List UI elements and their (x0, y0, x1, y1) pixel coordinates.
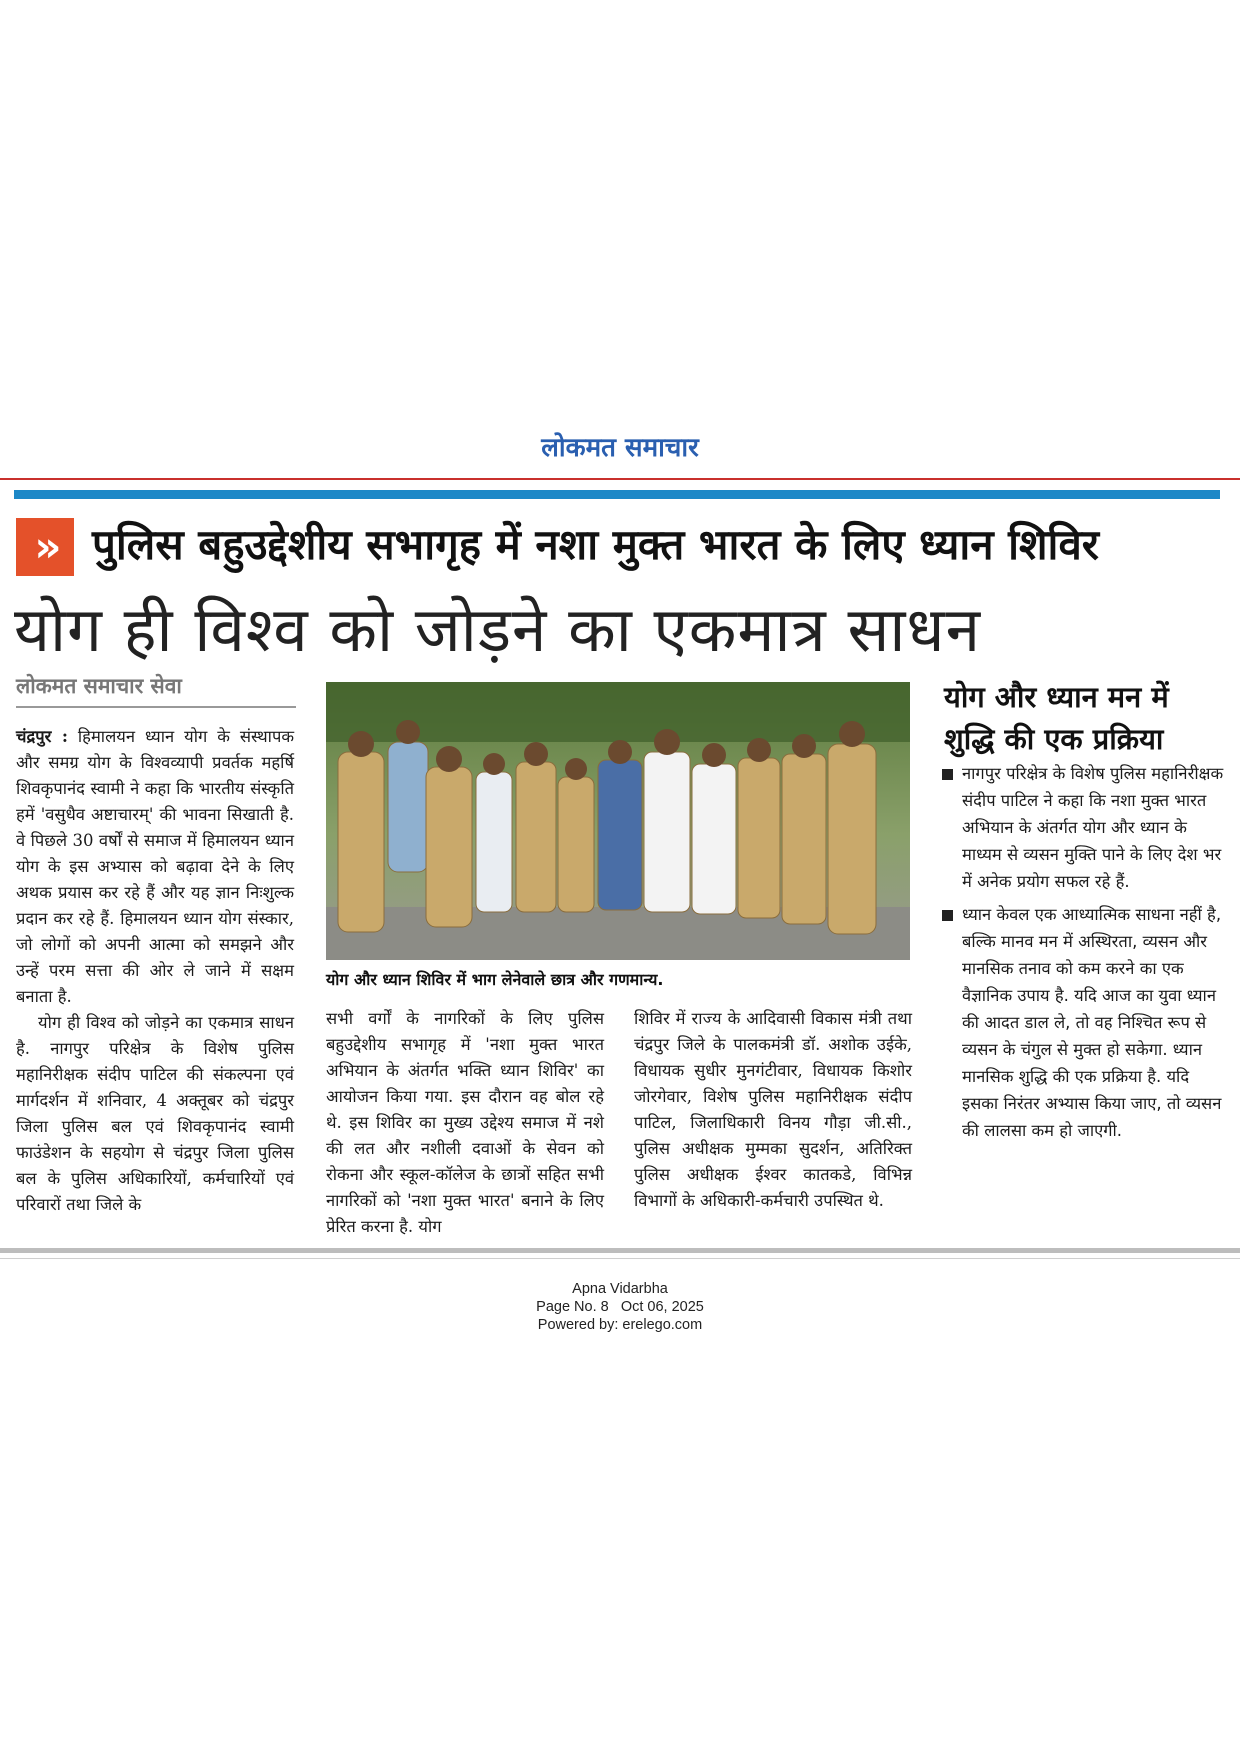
dateline: चंद्रपुर : (16, 727, 68, 746)
byline: लोकमत समाचार सेवा (16, 672, 296, 708)
header-rule (14, 490, 1220, 499)
footer-rule (0, 1248, 1240, 1253)
square-bullet-icon (942, 910, 953, 921)
page-footer (0, 1280, 1240, 1334)
article-column-2 (326, 1006, 604, 1240)
headline-kicker: पुलिस बहुउद्देशीय सभागृह में नशा मुक्त भारत के लिए ध्यान शिविर (92, 520, 1099, 569)
square-bullet-icon (942, 769, 953, 780)
footer-rule-thin (0, 1258, 1240, 1259)
column-1-paragraph-2: योग ही विश्व को जोड़ने का एकमात्र साधन है. नागपुर परिक्षेत्र के विशेष पुलिस महानिरीक्षक संदीप पाटिल की संकल्पना एवं मार्गदर्शन में शनिवार, 4 अक्तूबर को चंद्रपुर जिला पुलिस बल एवं शिवकृपानंद स्वामी फाउंडेशन के सहयोग से चंद्रपुर जिला पुलिस बल के पुलिस अधिकारियों, कर्मचारियों एवं परिवारों तथा जिले के (16, 1013, 294, 1214)
sidebar-points (940, 760, 1226, 1150)
column-3-text: शिविर में राज्य के आदिवासी विकास मंत्री तथा चंद्रपुर जिले के पालकमंत्री डॉ. अशोक उईके, विधायक सुधीर मुनगंटीवार, विधायक किशोर जोरगेवार, विशेष पुलिस महानिरीक्षक संदीप पाटिल, जिलाधिकारी विनय गौड़ा जी.सी., पुलिस अधीक्षक मुम्मका सुदर्शन, अतिरिक्त पुलिस अधीक्षक ईश्वर कातकडे, विभिन्न विभागों के अधिकारी-कर्मचारी उपस्थित थे. (634, 1009, 912, 1210)
sidebar-point (940, 901, 1226, 1144)
article-column-3 (634, 1006, 912, 1214)
masthead-logo: लोकमत समाचार (541, 433, 699, 463)
headline-main: योग ही विश्व को जोड़ने का एकमात्र साधन (14, 593, 981, 666)
double-chevron-icon: » (16, 518, 74, 576)
sidebar-point (940, 760, 1226, 895)
column-1-paragraph-1: हिमालयन ध्यान योग के संस्थापक और समग्र योग के विश्वव्यापी प्रवर्तक महर्षि शिवकृपानंद स्वामी ने कहा कि भारतीय संस्कृति हमें 'वसुधैव अष्टाचारम्' की भावना सिखाती है. वे पिछले 30 वर्षों से समाज में हिमालयन ध्यान योग के इस अभ्यास को बढ़ावा देने के लिए अथक प्रयास कर रहे हैं और यह ज्ञान निःशुल्क प्रदान कर रहे हैं. हिमालयन ध्यान योग संस्कार, जो लोगों को अपनी आत्मा को समझने और उन्हें परम सत्ता की ओर ले जाने में सक्षम बनाता है. (16, 727, 294, 1006)
sidebar-point-text: ध्यान केवल एक आध्यात्मिक साधना नहीं है, बल्कि मानव मन में अस्थिरता, व्यसन और मानसिक तनाव को कम करने का एक वैज्ञानिक उपाय है. यदि आज का युवा ध्यान की आदत डाल ले, तो वह निश्चित रूप से व्यसन के चंगुल से मुक्त हो सकेगा. ध्यान मानसिक शुद्धि की एक प्रक्रिया है. यदि इसका निरंतर अभ्यास किया जाए, तो व्यसन की लालसा कम हो जाएगी. (962, 905, 1222, 1140)
footer-date: Oct 06, 2025 (620, 1299, 704, 1315)
column-2-text: सभी वर्गों के नागरिकों के लिए पुलिस बहुउद्देशीय सभागृह में 'नशा मुक्त भारत अभियान के अंतर्गत भक्ति ध्यान शिविर' का आयोजन किया गया. इस दौरान वह बोल रहे थे. इस शिविर का मुख्य उद्देश्य समाज में नशे की लत और नशीली दवाओं के सेवन को रोकना और स्कूल-कॉलेज के छात्रों सहित सभी नागरिकों को 'नशा मुक्त भारत' बनाने के लिए प्रेरित करना है. योग (326, 1009, 604, 1236)
sidebar-title: योग और ध्यान मन में शुद्धि की एक प्रक्रिया (944, 680, 1169, 756)
group-photo-illustration (326, 682, 910, 960)
article-column-1 (16, 724, 294, 1218)
news-photo (326, 682, 910, 960)
footer-publication: Apna Vidarbha (572, 1281, 668, 1297)
footer-page-no: Page No. 8 (536, 1299, 609, 1315)
photo-caption: योग और ध्यान शिविर में भाग लेनेवाले छात्र और गणमान्य. (326, 970, 664, 989)
footer-powered-by: Powered by: erelego.com (537, 1317, 703, 1333)
footer-page-date (0, 1298, 1240, 1316)
masthead-divider (0, 478, 1240, 480)
sidebar-point-text: नागपुर परिक्षेत्र के विशेष पुलिस महानिरीक्षक संदीप पाटिल ने कहा कि नशा मुक्त भारत अभियान के अंतर्गत योग और ध्यान के माध्यम से व्यसन मुक्ति पाने के लिए देश भर में अनेक प्रयोग सफल रहे हैं. (962, 764, 1224, 891)
